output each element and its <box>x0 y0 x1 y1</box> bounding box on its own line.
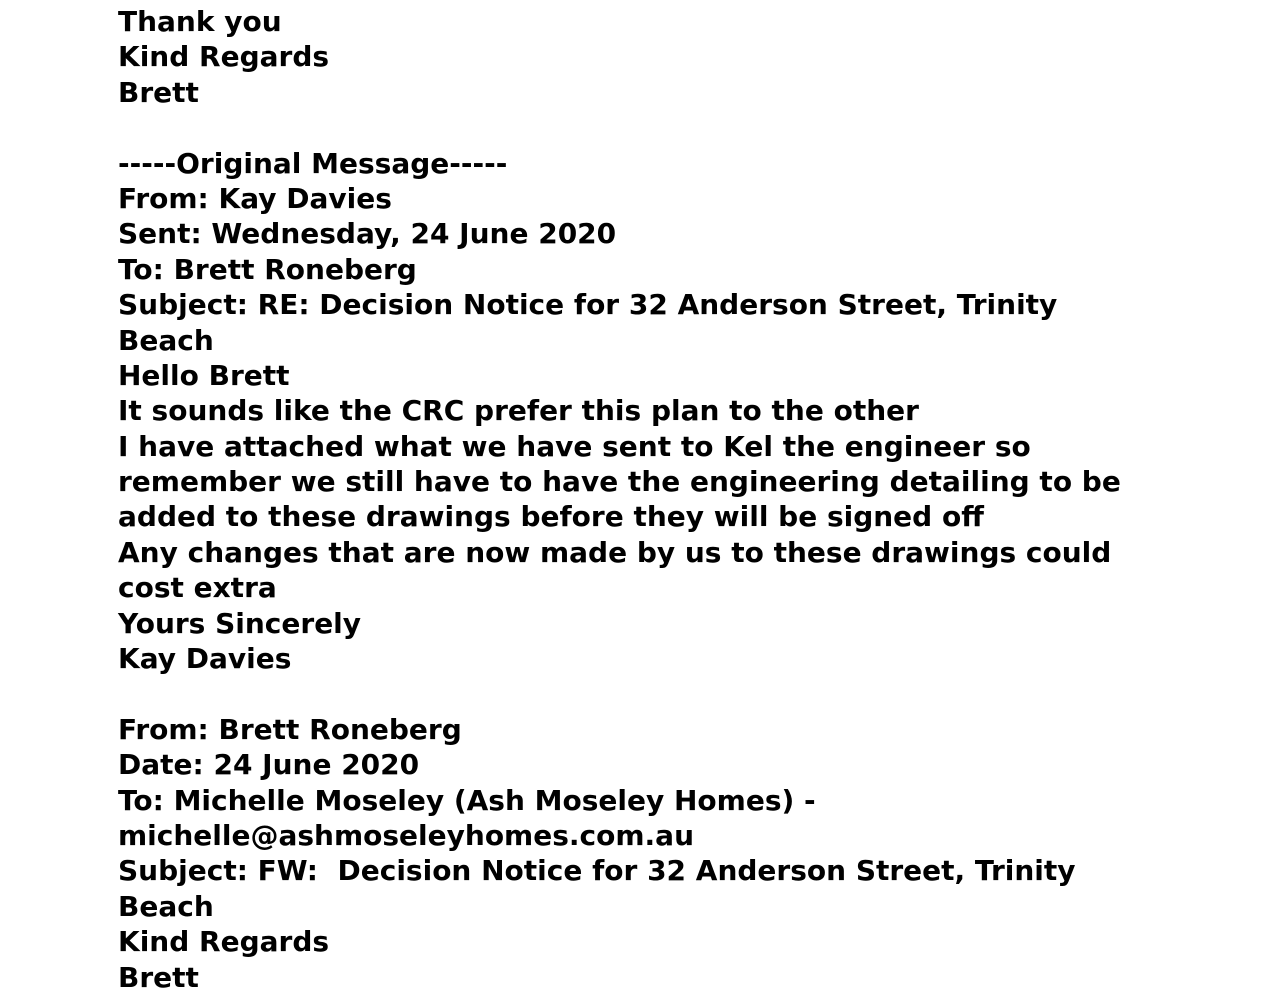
original-subject-line-2: Beach <box>118 323 214 357</box>
original-to: To: Brett Roneberg <box>118 252 417 286</box>
forwarded-to-email-link[interactable]: michelle@ashmoseleyhomes.com.au <box>118 818 694 852</box>
reply-closing-thank-you: Thank you <box>118 5 282 38</box>
original-message-separator: -----Original Message----- <box>118 146 508 180</box>
email-document <box>118 4 1258 995</box>
original-body-line: I have attached what we have sent to Kel the engineer so <box>118 429 1031 463</box>
original-body-line: cost extra <box>118 571 277 605</box>
original-body-line: It sounds like the CRC prefer this plan to the other <box>118 394 919 428</box>
original-body-line: Kay Davies <box>118 642 292 676</box>
reply-signature: Brett <box>118 75 199 109</box>
forwarded-signature: Brett <box>118 960 199 994</box>
original-body-line: Any changes that are now made by us to these drawings could <box>118 535 1112 569</box>
reply-closing-kind-regards: Kind Regards <box>118 40 330 74</box>
spacer <box>118 676 1258 711</box>
original-body-line: remember we still have to have the engineering detailing to be <box>118 465 1121 499</box>
forwarded-subject-line-2: Beach <box>118 889 214 923</box>
original-body-line: Hello Brett <box>118 358 290 392</box>
forwarded-from: From: Brett Roneberg <box>118 712 462 746</box>
original-body-line: Yours Sincerely <box>118 606 362 640</box>
forwarded-to-line-1: To: Michelle Moseley (Ash Moseley Homes) - <box>118 783 816 817</box>
original-sent: Sent: Wednesday, 24 June 2020 <box>118 217 617 251</box>
forwarded-subject-line-1: Subject: FW: Decision Notice for 32 Anderson Street, Trinity <box>118 854 1076 888</box>
original-from: From: Kay Davies <box>118 181 392 215</box>
spacer <box>118 110 1258 145</box>
original-subject-line-1: Subject: RE: Decision Notice for 32 Anderson Street, Trinity <box>118 288 1058 322</box>
forwarded-closing: Kind Regards <box>118 925 330 959</box>
forwarded-date: Date: 24 June 2020 <box>118 748 420 782</box>
original-body-line: added to these drawings before they will be signed off <box>118 500 984 534</box>
